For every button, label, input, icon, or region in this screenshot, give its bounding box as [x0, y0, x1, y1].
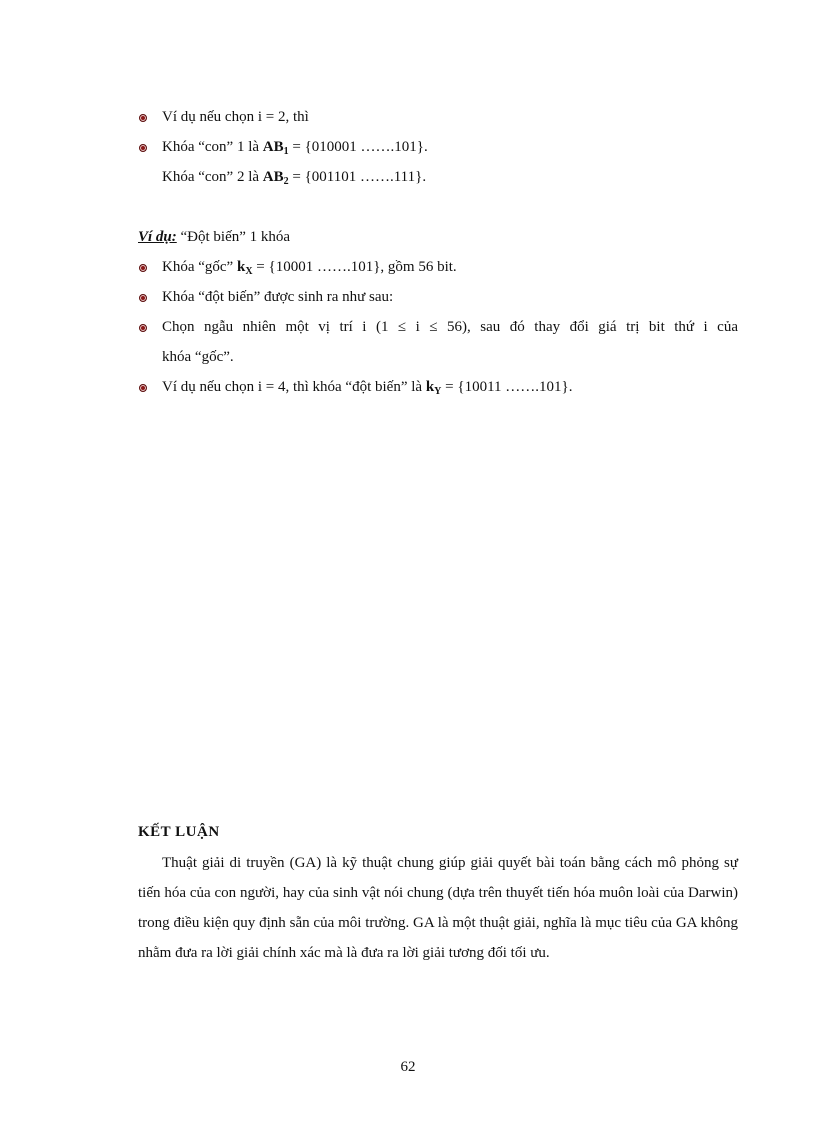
- mutation-example-line: Ví dụ nếu chọn i = 4, thì khóa “đột biến” là $k_Y = \{10011$ …….101}.: [162, 379, 573, 397]
- var-ab: AB: [262, 169, 284, 185]
- subscript: Y: [434, 386, 442, 397]
- var-k: k: [425, 379, 435, 395]
- subscript: 2: [283, 176, 289, 187]
- bullet-icon: [139, 144, 147, 152]
- var-ab: AB: [262, 139, 284, 155]
- bullet-icon: [139, 324, 147, 332]
- child-key-2-line: Khóa “con” 2 là $AB_2 = \{001101$ …….111}.: [162, 169, 427, 187]
- var-k: k: [236, 259, 246, 275]
- random-position-line: Chọn ngẫu nhiên một vị trí i (1 ≤ i ≤ 56), sau đó thay đổi giá trị bit thứ i của: [162, 319, 738, 335]
- bullet-icon: [139, 384, 147, 392]
- bullet-icon: [139, 294, 147, 302]
- bullet-icon: [139, 264, 147, 272]
- random-position-line-cont: khóa “gốc”.: [162, 349, 234, 365]
- crossover-example-line: Ví dụ nếu chọn i = 2, thì: [162, 109, 309, 125]
- subscript: X: [245, 266, 253, 277]
- child-key-1-line: Khóa “con” 1 là $AB_1 = \{010001$ …….101}.: [162, 139, 428, 157]
- section-heading: KẾT LUẬN: [138, 824, 220, 840]
- conclusion-paragraph: Thuật giải di truyền (GA) là kỹ thuật chung giúp giải quyết bài toán bằng cách mô phỏng sự tiến hóa của con người, hay của sinh vật nói chung (dựa trên thuyết tiến hóa muôn loài của Darwin) trong điều kiện quy định sẵn của môi trường. GA là một thuật giải, nghĩa là mục tiêu của GA không nhằm đưa ra lời giải chính xác mà là đưa ra lời giải tương đối tối ưu.: [138, 855, 738, 961]
- bullet-icon: [139, 114, 147, 122]
- example-label: Ví dụ:: [138, 229, 177, 245]
- page-number: 62: [400, 1059, 416, 1075]
- mutation-intro: Ví dụ: “Đột biến” 1 khóa: [138, 229, 291, 245]
- origin-key-line: Khóa “gốc” $k_X = \{10001$ …….101}, gồm 56 bit.: [162, 259, 457, 277]
- subscript: 1: [283, 146, 289, 157]
- mutation-key-line: Khóa “đột biến” được sinh ra như sau:: [162, 289, 394, 305]
